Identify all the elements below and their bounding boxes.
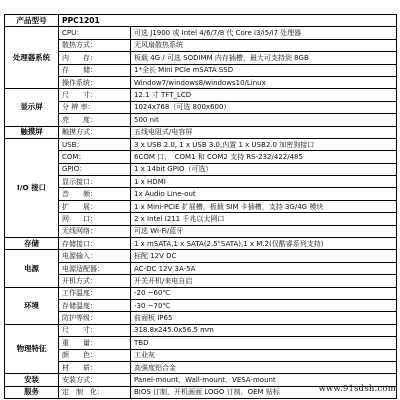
- spec-row: [5, 250, 397, 262]
- spec-value: 1024x768（可选 800x600）: [131, 101, 397, 113]
- spec-row: [5, 176, 397, 188]
- spec-key: 尺 寸：: [59, 89, 131, 101]
- spec-key: USB：: [59, 138, 131, 150]
- model-number: PPC1201: [59, 15, 397, 27]
- spec-row: [5, 213, 397, 225]
- section-category: I/O 接口: [5, 138, 59, 237]
- section-category: 服务: [5, 386, 59, 398]
- spec-value: BIOS 订制，开机画面 LOGO 订制，OEM 贴标: [131, 386, 397, 398]
- spec-value: 3 x USB 2.0, 1 x USB 3.0,内置 1 x USB2.0 加密狗接口: [131, 138, 397, 150]
- spec-value: 高强度铝合金: [131, 361, 397, 373]
- spec-key: 定 制 化：: [59, 386, 131, 398]
- spec-key: 网 口：: [59, 213, 131, 225]
- spec-row: [5, 126, 397, 138]
- spec-value: 1x Audio Line-out: [131, 188, 397, 200]
- spec-row: [5, 200, 397, 212]
- spec-row: [5, 76, 397, 88]
- spec-row: [5, 39, 397, 51]
- spec-value: 板载 4G / 可选 SODIMM 内存插槽，最大可支持到 8GB: [131, 52, 397, 64]
- section-category: 电源: [5, 250, 59, 287]
- spec-row: [5, 114, 397, 126]
- spec-value: 1 x Mini-PCIE 扩展槽，板载 SIM 卡插槽，支持 3G/4G 模块: [131, 200, 397, 212]
- spec-key: 显示接口：: [59, 176, 131, 188]
- spec-value: 1 x mSATA,1 x SATA(2.5"SATA),1 x M.2(仅酷睿系列支持): [131, 238, 397, 250]
- section-category: 存储: [5, 238, 59, 250]
- spec-row: [5, 89, 397, 101]
- spec-value: 可选 Wi-Fi/蓝牙: [131, 225, 397, 237]
- spec-key: 重 量：: [59, 337, 131, 349]
- spec-row: [5, 312, 397, 324]
- spec-key: 触摸方式：: [59, 126, 131, 138]
- spec-key: 散热方式：: [59, 39, 131, 51]
- spec-row: [5, 52, 397, 64]
- section-category: 显示屏: [5, 89, 59, 126]
- spec-value: AC-DC 12V 3A-5A: [131, 262, 397, 274]
- spec-value: 2 x Intel I211 千兆以太网口: [131, 213, 397, 225]
- spec-value: 工业灰: [131, 349, 397, 361]
- spec-value: 五线电阻式/电容屏: [131, 126, 397, 138]
- header-row: [5, 15, 397, 27]
- spec-value: 500 nit: [131, 114, 397, 126]
- spec-key: CPU：: [59, 27, 131, 39]
- spec-row: [5, 349, 397, 361]
- spec-value: 标配 12V DC: [131, 250, 397, 262]
- section-category: 环境: [5, 287, 59, 324]
- spec-value: -20 ~60℃: [131, 287, 397, 299]
- spec-key: 安装方式：: [59, 374, 131, 386]
- spec-key: 开机方式：: [59, 275, 131, 287]
- spec-key: 内 存：: [59, 52, 131, 64]
- spec-key: 材 质：: [59, 361, 131, 373]
- spec-value: 前面板 IP65: [131, 312, 397, 324]
- spec-value: TBD: [131, 337, 397, 349]
- section-category: 安装: [5, 374, 59, 386]
- spec-row: [5, 262, 397, 274]
- spec-row: [5, 361, 397, 373]
- spec-row: [5, 101, 397, 113]
- spec-value: Panel-mount、Wall-mount、VESA-mount: [131, 374, 397, 386]
- spec-value: 开关开机/来电自启: [131, 275, 397, 287]
- spec-key: 防护等级：: [59, 312, 131, 324]
- section-category: 物理特征: [5, 324, 59, 374]
- spec-value: 无风扇散热系统: [131, 39, 397, 51]
- section-category: 处理器系统: [5, 27, 59, 89]
- spec-row: [5, 163, 397, 175]
- spec-value: 可选 J1900 或 Intel 4/6/7/8 代 Core i3/i5/i7 处理器: [131, 27, 397, 39]
- spec-table: [4, 14, 397, 399]
- spec-row: [5, 151, 397, 163]
- spec-key: 存 储：: [59, 64, 131, 76]
- spec-key: COM：: [59, 151, 131, 163]
- spec-key: 存储接口：: [59, 238, 131, 250]
- spec-key: 尺 寸：: [59, 324, 131, 336]
- spec-row: [5, 225, 397, 237]
- spec-value: 1 x HDMI: [131, 176, 397, 188]
- spec-value: 1*全长 Mini PCIe mSATA SSD: [131, 64, 397, 76]
- header-label: 产品型号: [5, 15, 59, 27]
- spec-value: -30 ~70℃: [131, 299, 397, 311]
- spec-key: 存储温度：: [59, 299, 131, 311]
- spec-key: 颜 色：: [59, 349, 131, 361]
- section-category: 触摸屏: [5, 126, 59, 138]
- spec-row: [5, 299, 397, 311]
- spec-key: GPIO：: [59, 163, 131, 175]
- spec-key: 操作系统：: [59, 76, 131, 88]
- spec-row: [5, 287, 397, 299]
- spec-key: 电源适配器：: [59, 262, 131, 274]
- spec-key: 工作温度：: [59, 287, 131, 299]
- spec-key: 无线网络：: [59, 225, 131, 237]
- spec-row: [5, 138, 397, 150]
- spec-key: 音 频：: [59, 188, 131, 200]
- spec-row: [5, 64, 397, 76]
- spec-key: 亮 度：: [59, 114, 131, 126]
- spec-row: [5, 275, 397, 287]
- spec-row: [5, 324, 397, 336]
- spec-key: 电源输入：: [59, 250, 131, 262]
- spec-row: [5, 27, 397, 39]
- spec-key: 分 辨 率：: [59, 101, 131, 113]
- spec-value: 318.8x245.0x56.5 mm: [131, 324, 397, 336]
- spec-value: 6COM 口， COM1 和 COM2 支持 RS-232/422/485: [131, 151, 397, 163]
- spec-value: Window7/windows8/windows10/Linux: [131, 76, 397, 88]
- spec-row: [5, 238, 397, 250]
- watermark-text: www.91sdsh.com: [318, 384, 396, 394]
- spec-key: 扩 展：: [59, 200, 131, 212]
- spec-row: [5, 337, 397, 349]
- spec-value: 1 x 14bit GPIO（可选）: [131, 163, 397, 175]
- spec-row: [5, 188, 397, 200]
- spec-value: 12.1 寸 TFT_LCD: [131, 89, 397, 101]
